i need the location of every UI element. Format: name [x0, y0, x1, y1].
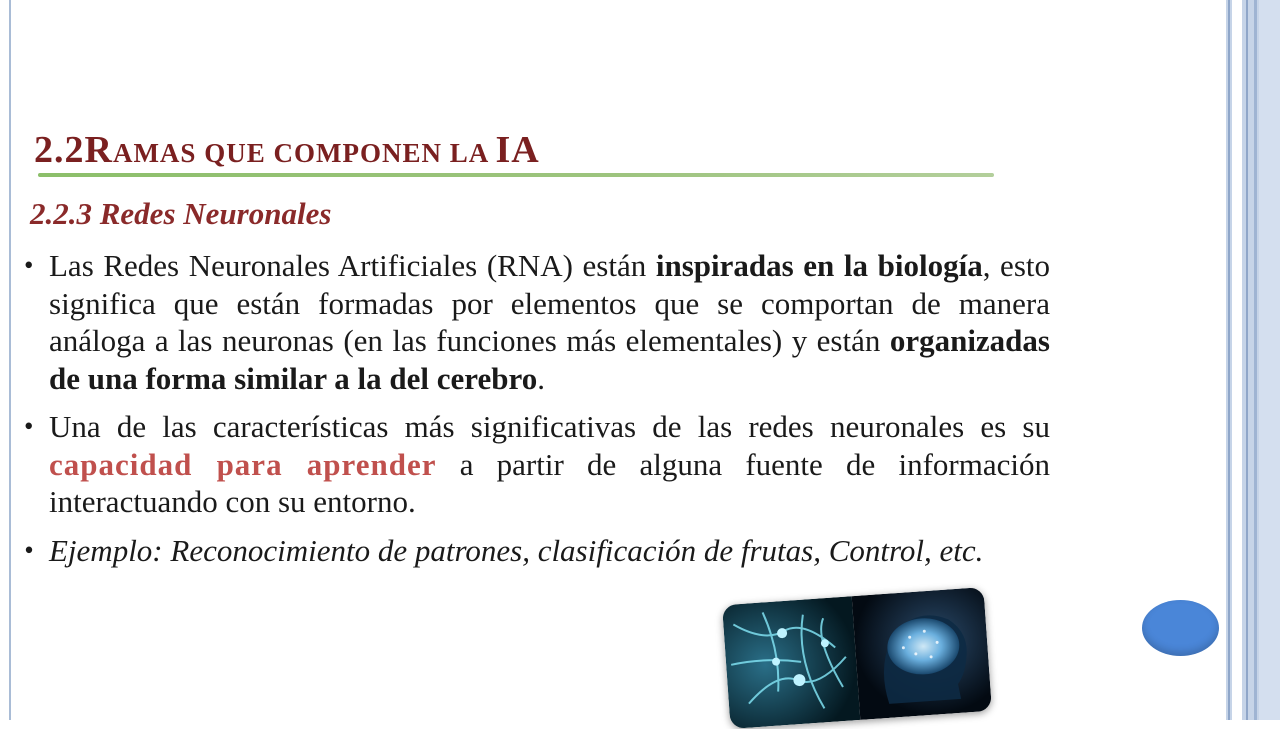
left-border-line: [9, 0, 11, 720]
bullet-item-learning: • Una de las características más significativas de las redes neuronales es su capacidad para aprender a partir de alguna fuente de información interactuando con su entorno.: [22, 408, 1050, 521]
highlight-text: capacidad para aprender: [49, 446, 437, 482]
right-decorative-frame: [1226, 0, 1280, 720]
neural-network-brain-image: [722, 587, 992, 729]
blue-circle-icon: [1142, 600, 1219, 656]
bullet-item-example: • Ejemplo: Reconocimiento de patrones, clasificación de frutas, Control, etc.: [22, 532, 1050, 570]
bullet-list: [22, 247, 1050, 580]
slide-title: 2.2RAMAS QUE COMPONEN LA IA: [34, 129, 540, 171]
bullet-item-inspiration: • Las Redes Neuronales Artificiales (RNA) están inspiradas en la biología, esto significa que están formadas por elementos que se comportan de manera análoga a las neuronas (en las funciones más elementales) y están organizadas de una forma similar a la del cerebro.: [22, 247, 1050, 397]
neural-network-brain-icon: [722, 587, 992, 729]
slide-subtitle: 2.2.3 Redes Neuronales: [30, 196, 332, 231]
title-underline: [38, 173, 994, 177]
